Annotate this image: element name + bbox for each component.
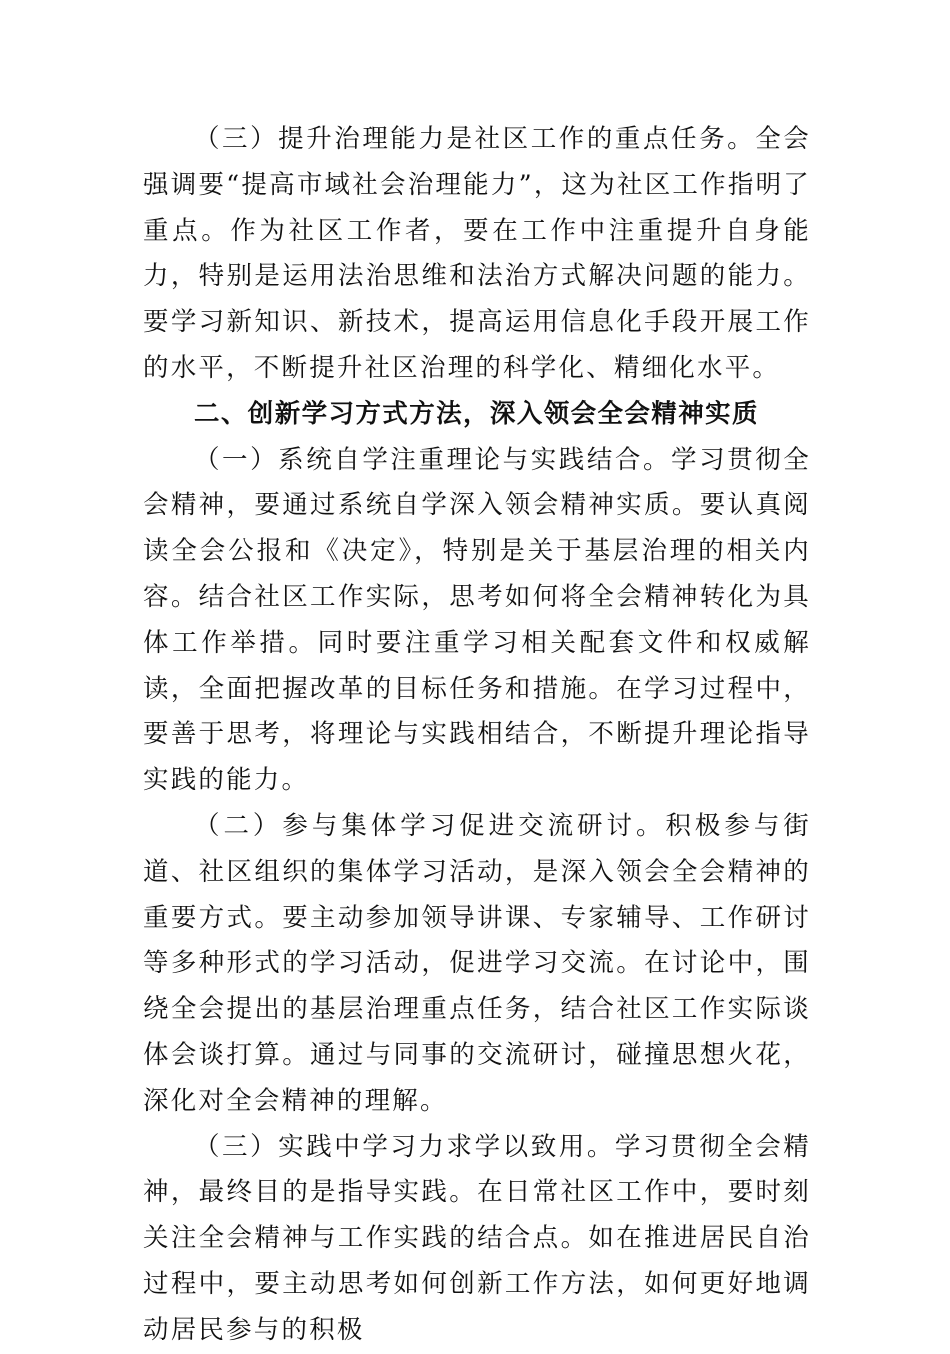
paragraph-governance-capacity: （三）提升治理能力是社区工作的重点任务。全会强调要“提高市域社会治理能力”，这为社区工作指明了重点。作为社区工作者，要在工作中注重提升自身能力，特别是运用法治思维和法治方式解决问题的能力。要学习新知识、新技术，提高运用信息化手段开展工作的水平，不断提升社区治理的科学化、精细化水平。 xyxy=(143,124,811,383)
paragraph-self-study: （一）系统自学注重理论与实践结合。学习贯彻全会精神，要通过系统自学深入领会精神实质。要认真阅读全会公报和《决定》，特别是关于基层治理的相关内容。结合社区工作实际，思考如何将全会精神转化为具体工作举措。同时要注重学习相关配套文件和权威解读，全面把握改革的目标任务和措施。在学习过程中，要善于思考，将理论与实践相结合，不断提升理论指导实践的能力。 xyxy=(143,444,811,796)
document-body xyxy=(143,117,811,1354)
paragraph-group-study: （二）参与集体学习促进交流研讨。积极参与街道、社区组织的集体学习活动，是深入领会全会精神的重要方式。要主动参加领导讲课、专家辅导、工作研讨等多种形式的学习活动，促进学习交流。在讨论中，围绕全会提出的基层治理重点任务，结合社区工作实际谈体会谈打算。通过与同事的交流研讨，碰撞思想火花，深化对全会精神的理解。 xyxy=(143,810,811,1116)
paragraph-practice-study: （三）实践中学习力求学以致用。学习贯彻全会精神，最终目的是指导实践。在日常社区工作中，要时刻关注全会精神与工作实践的结合点。如在推进居民自治过程中，要主动思考如何创新工作方法，如何更好地调动居民参与的积极 xyxy=(143,1131,811,1345)
section-heading-2: 二、创新学习方式方法，深入领会全会精神实质 xyxy=(194,398,759,429)
